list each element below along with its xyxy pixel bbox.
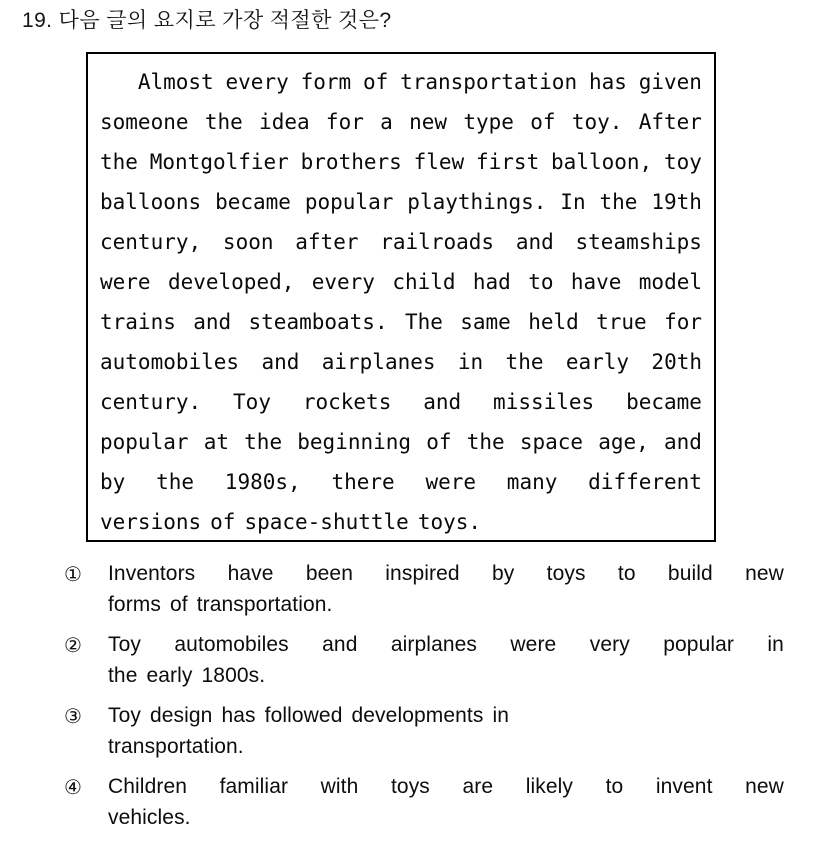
choice-text[interactable] xyxy=(108,771,784,833)
choice-text[interactable] xyxy=(108,629,784,691)
passage-word: popular xyxy=(304,190,394,214)
passage-line xyxy=(100,102,702,142)
passage-word: century. xyxy=(100,390,202,414)
choice-word: airplanes xyxy=(390,633,478,656)
choice-word: been xyxy=(305,562,353,585)
choice-line xyxy=(108,558,784,589)
passage-word: space-shuttle xyxy=(244,510,409,534)
passage-word: Almost xyxy=(137,70,214,94)
choice-word: very xyxy=(589,633,630,656)
passage-word: versions xyxy=(100,510,202,534)
choice-word: to xyxy=(605,775,624,798)
answer-choice-3[interactable] xyxy=(64,700,784,762)
passage-word: brothers xyxy=(300,150,402,174)
passage-word: and xyxy=(515,230,554,254)
passage-word: different xyxy=(588,470,702,494)
choice-word: 1800s. xyxy=(201,664,266,687)
passage-line xyxy=(100,302,702,342)
passage-word: balloon, xyxy=(551,150,653,174)
passage-word: and xyxy=(261,350,300,374)
choice-line xyxy=(108,629,784,660)
choice-word: developments xyxy=(351,704,484,727)
passage-word: soon xyxy=(222,230,274,254)
passage-word: developed, xyxy=(167,270,295,294)
choice-word: early xyxy=(146,664,193,687)
choice-line xyxy=(108,731,784,762)
passage-indent xyxy=(100,62,126,102)
passage-word: space xyxy=(519,430,584,454)
passage-line xyxy=(100,462,702,502)
passage-word: steamships xyxy=(575,230,702,254)
passage-word: for xyxy=(325,110,364,134)
passage-word: playthings. xyxy=(407,190,547,214)
choice-word: has xyxy=(221,704,256,727)
passage-word: many xyxy=(506,470,558,494)
passage-word: a xyxy=(380,110,393,134)
choice-line xyxy=(108,700,784,731)
choice-word: transportation. xyxy=(196,593,333,616)
passage-word: held xyxy=(528,310,579,334)
passage-word: 19th xyxy=(651,190,702,214)
choice-text[interactable] xyxy=(108,558,784,620)
choice-word: of xyxy=(170,593,188,616)
passage-word: century, xyxy=(100,230,202,254)
choice-word: Toy xyxy=(108,704,141,727)
passage-word: 20th xyxy=(651,350,702,374)
passage-word: were xyxy=(100,270,151,294)
passage-word: steamboats. xyxy=(248,310,388,334)
passage-word: form xyxy=(300,70,352,94)
passage-text xyxy=(100,62,702,542)
passage-word: In xyxy=(560,190,586,214)
choice-word: popular xyxy=(663,633,734,656)
passage-line xyxy=(100,62,702,102)
choice-word: by xyxy=(491,562,515,585)
passage-word: child xyxy=(392,270,456,294)
passage-line xyxy=(100,182,702,222)
passage-word: toys. xyxy=(417,510,482,534)
passage-word: popular xyxy=(100,430,189,454)
passage-word: by xyxy=(100,470,126,494)
passage-word: the xyxy=(244,430,283,454)
passage-word: trains xyxy=(100,310,176,334)
passage-word: to xyxy=(528,270,554,294)
choice-word: in xyxy=(492,704,509,727)
passage-word: of xyxy=(530,110,556,134)
passage-word: After xyxy=(638,110,702,134)
choice-word: build xyxy=(667,562,713,585)
passage-word: and xyxy=(193,310,232,334)
choice-marker-icon[interactable]: ④ xyxy=(64,777,82,799)
passage-word: Toy xyxy=(233,390,271,414)
passage-word: type xyxy=(463,110,514,134)
choice-word: toys xyxy=(546,562,586,585)
passage-word: toy xyxy=(664,150,702,174)
passage-word: the xyxy=(204,110,243,134)
passage-word: transportation xyxy=(400,70,578,94)
choice-word: familiar xyxy=(219,775,289,798)
choice-word: Toy xyxy=(108,633,141,656)
passage-word: 1980s, xyxy=(224,470,301,494)
passage-word: toy. xyxy=(571,110,623,134)
choice-word: Inventors xyxy=(108,562,196,585)
passage-word: of xyxy=(426,430,452,454)
choice-line xyxy=(108,771,784,802)
choice-line xyxy=(108,660,784,691)
passage-word: early xyxy=(565,350,630,374)
choice-word: automobiles xyxy=(174,633,289,656)
choice-word: likely xyxy=(525,775,573,798)
choice-word: are xyxy=(462,775,494,798)
passage-word: and xyxy=(423,390,462,414)
passage-word: after xyxy=(295,230,359,254)
answer-choice-2[interactable] xyxy=(64,629,784,691)
question-stem: 19. 다음 글의 요지로 가장 적절한 것은? xyxy=(22,9,392,32)
passage-word: were xyxy=(425,470,477,494)
passage-word: the xyxy=(505,350,544,374)
passage-word: the xyxy=(599,190,638,214)
passage-word: the xyxy=(156,470,195,494)
passage-word: has xyxy=(588,70,627,94)
passage-word: of xyxy=(210,510,236,534)
choice-word: new xyxy=(745,775,784,798)
passage-word: first xyxy=(476,150,540,174)
choice-word: Children xyxy=(108,775,188,798)
passage-line xyxy=(100,222,702,262)
passage-word: every xyxy=(225,70,289,94)
passage-word: airplanes xyxy=(321,350,436,374)
passage-word: have xyxy=(570,270,622,294)
choice-word: with xyxy=(320,775,359,798)
passage-word: someone xyxy=(100,110,189,134)
choice-marker-icon[interactable]: ② xyxy=(64,635,82,657)
passage-box xyxy=(86,52,716,542)
passage-word: the xyxy=(466,430,505,454)
choice-line xyxy=(108,589,784,620)
passage-line xyxy=(100,142,702,182)
passage-word: rockets xyxy=(302,390,392,414)
choice-word: and xyxy=(322,633,358,656)
choice-word: forms xyxy=(108,593,161,616)
choice-text[interactable] xyxy=(108,700,784,762)
passage-word: beginning xyxy=(297,430,412,454)
passage-line xyxy=(100,342,702,382)
passage-word: there xyxy=(331,470,395,494)
choice-word: followed xyxy=(264,704,343,727)
choice-word: to xyxy=(617,562,636,585)
passage-word: had xyxy=(472,270,511,294)
choice-marker-icon[interactable]: ③ xyxy=(64,706,82,728)
passage-word: given xyxy=(638,70,702,94)
choice-word: the xyxy=(108,664,138,687)
passage-line xyxy=(100,502,702,542)
passage-word: new xyxy=(409,110,448,134)
choice-word: were xyxy=(510,633,557,656)
choice-word: transportation. xyxy=(108,735,244,758)
answer-choice-4[interactable] xyxy=(64,771,784,833)
passage-word: flew xyxy=(413,150,465,174)
passage-word: in xyxy=(457,350,484,374)
passage-word: Montgolfier xyxy=(149,150,289,174)
passage-word: of xyxy=(362,70,389,94)
passage-word: true xyxy=(596,310,647,334)
passage-word: same xyxy=(460,310,511,334)
passage-line xyxy=(100,382,702,422)
passage-word: and xyxy=(663,430,702,454)
choice-word: design xyxy=(149,704,213,727)
passage-word: for xyxy=(664,310,702,334)
passage-line xyxy=(100,422,702,462)
passage-word: missiles xyxy=(493,390,595,414)
choice-word: vehicles. xyxy=(108,806,191,829)
passage-word: became xyxy=(626,390,702,414)
choice-word: invent xyxy=(655,775,713,798)
passage-word: the xyxy=(100,150,138,174)
passage-word: became xyxy=(215,190,291,214)
passage-word: at xyxy=(203,430,229,454)
passage-word: every xyxy=(311,270,375,294)
passage-word: automobiles xyxy=(100,350,240,374)
passage-word: model xyxy=(638,270,702,294)
choice-marker-icon[interactable]: ① xyxy=(64,564,82,586)
choice-word: in xyxy=(767,633,784,656)
choice-word: new xyxy=(745,562,784,585)
passage-word: The xyxy=(404,310,443,334)
passage-word: railroads xyxy=(380,230,495,254)
choice-line xyxy=(108,802,784,833)
passage-word: idea xyxy=(259,110,310,134)
passage-line xyxy=(100,262,702,302)
passage-word: balloons xyxy=(100,190,202,214)
choice-word: have xyxy=(227,562,274,585)
passage-word: age, xyxy=(598,430,649,454)
answer-choice-list xyxy=(64,558,784,842)
answer-choice-1[interactable] xyxy=(64,558,784,620)
choice-word: inspired xyxy=(385,562,460,585)
choice-word: toys xyxy=(390,775,430,798)
